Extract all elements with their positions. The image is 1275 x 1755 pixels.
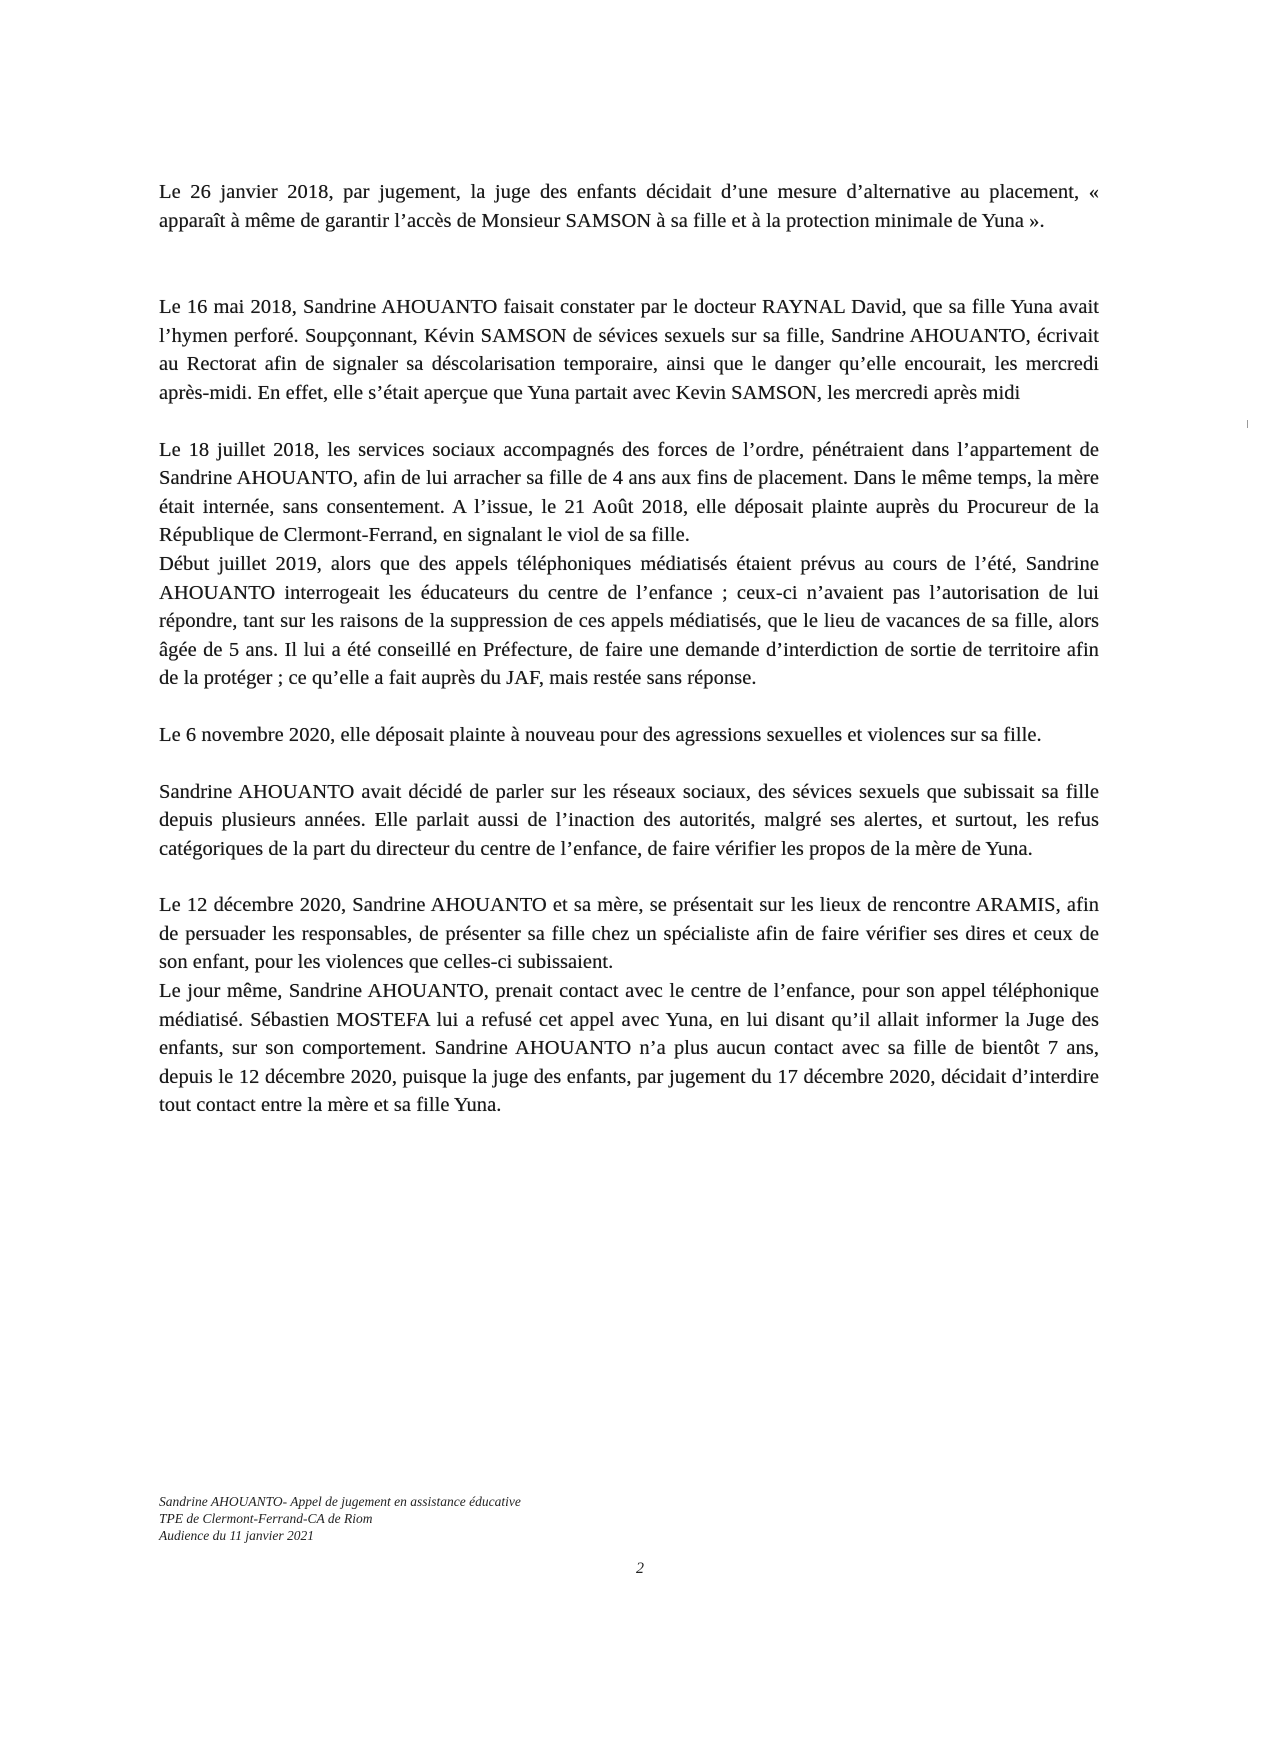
paragraph-jour-meme: Le jour même, Sandrine AHOUANTO, prenait contact avec le centre de l’enfance, pour son appel téléphonique médiatisé. Sébastien MOSTEFA lui a refusé cet appel avec Yuna, en lui disant qu’il allait informer la Juge des enfants, sur son comportement. Sandrine AHOUANTO n’a plus aucun contact avec sa fille de bientôt 7 ans, depuis le 12 décembre 2020, puisque la juge des enfants, par jugement du 17 décembre 2020, décidait d’interdire tout contact entre la mère et sa fille Yuna. [159, 980, 1099, 1117]
document-body [159, 178, 1099, 1120]
page-number: 2 [636, 1560, 644, 1577]
footer-line-audience: Audience du 11 janvier 2021 [159, 1528, 314, 1543]
footer-line-court: TPE de Clermont-Ferrand-CA de Riom [159, 1511, 373, 1526]
paragraph-decembre-2020: Le 12 décembre 2020, Sandrine AHOUANTO et sa mère, se présentait sur les lieux de rencontre ARAMIS, afin de persuader les responsables, de présenter sa fille chez un spécialiste afin de faire vérifier ses dires et ceux de son enfant, pour les violences que celles-ci subissaient. [159, 894, 1099, 974]
scan-artifact [1247, 420, 1248, 428]
page-footer [159, 1493, 521, 1544]
paragraph-novembre-2020: Le 6 novembre 2020, elle déposait plainte à nouveau pour des agressions sexuelles et violences sur sa fille. [159, 723, 1042, 746]
paragraph-juillet-2018: Le 18 juillet 2018, les services sociaux accompagnés des forces de l’ordre, pénétraient dans l’appartement de Sandrine AHOUANTO, afin de lui arracher sa fille de 4 ans aux fins de placement. Dans le même temps, la mère était internée, sans consentement. A l’issue, le 21 Août 2018, elle déposait plainte auprès du Procureur de la République de Clermont-Ferrand, en signalant le viol de sa fille. [159, 438, 1099, 547]
paragraph-juillet-2019: Début juillet 2019, alors que des appels téléphoniques médiatisés étaient prévus au cours de l’été, Sandrine AHOUANTO interrogeait les éducateurs du centre de l’enfance ; ceux-ci n’avaient pas l’autorisation de lui répondre, tant sur les raisons de la suppression de ces appels médiatisés, que le lieu de vacances de sa fille, alors âgée de 5 ans. Il lui a été conseillé en Préfecture, de faire une demande d’interdiction de sortie de territoire afin de la protéger ; ce qu’elle a fait auprès du JAF, mais restée sans réponse. [159, 552, 1099, 690]
paragraph-reseaux-sociaux: Sandrine AHOUANTO avait décidé de parler sur les réseaux sociaux, des sévices sexuels que subissait sa fille depuis plusieurs années. Elle parlait aussi de l’inaction des autorités, malgré ses alertes, et surtout, les refus catégoriques de la part du directeur du centre de l’enfance, de faire vérifier les propos de la mère de Yuna. [159, 780, 1099, 860]
footer-line-title: Sandrine AHOUANTO- Appel de jugement en assistance éducative [159, 1494, 521, 1509]
paragraph-jugement-janvier-2018: Le 26 janvier 2018, par jugement, la juge des enfants décidait d’une mesure d’alternative au placement, « apparaît à même de garantir l’accès de Monsieur SAMSON à sa fille et à la protection minimale de Yuna ». [159, 181, 1099, 232]
paragraph-mai-2018: Le 16 mai 2018, Sandrine AHOUANTO faisait constater par le docteur RAYNAL David, que sa fille Yuna avait l’hymen perforé. Soupçonnant, Kévin SAMSON de sévices sexuels sur sa fille, Sandrine AHOUANTO, écrivait au Rectorat afin de signaler sa déscolarisation temporaire, ainsi que le danger qu’elle encourait, les mercredi après-midi. En effet, elle s’était aperçue que Yuna partait avec Kevin SAMSON, les mercredi après midi [159, 296, 1099, 404]
